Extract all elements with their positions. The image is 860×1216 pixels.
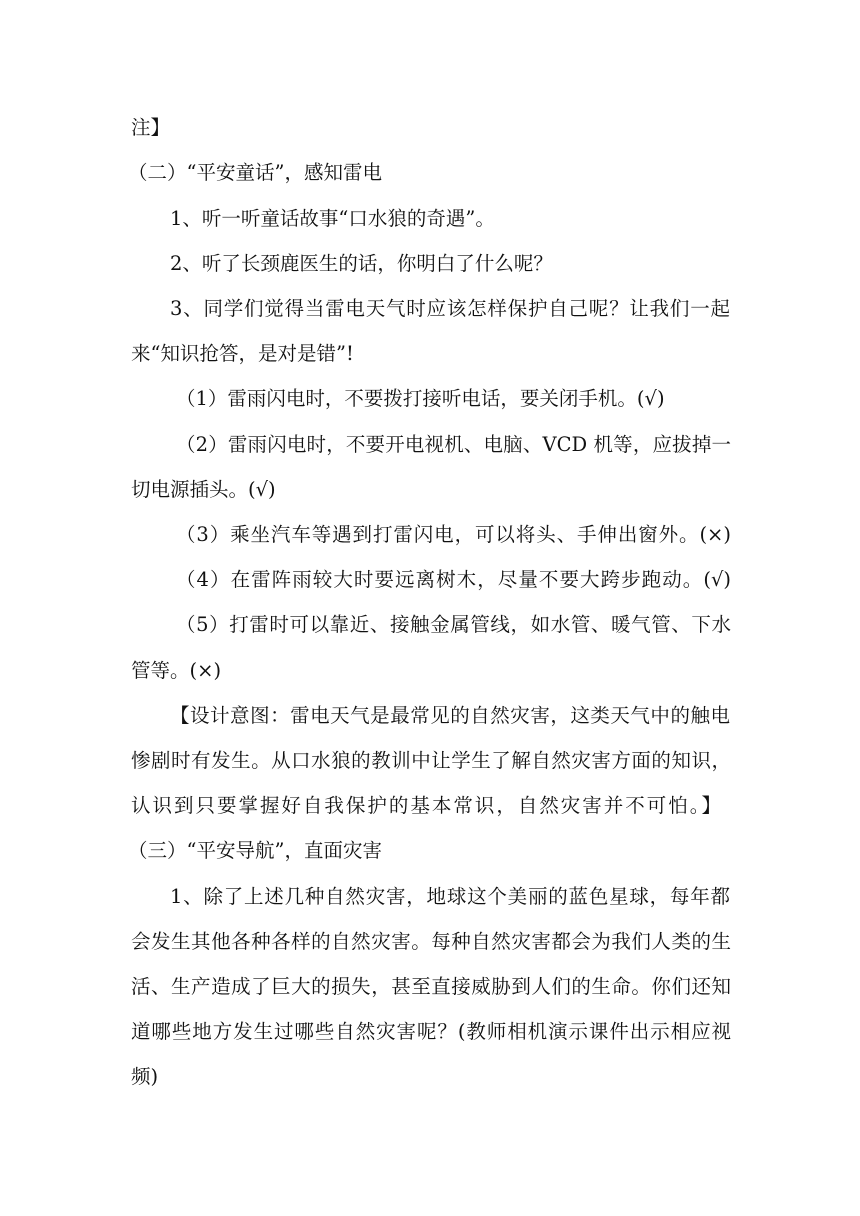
quiz-item-3: （3）乘坐汽车等遇到打雷闪电，可以将头、手伸出窗外。(×) bbox=[176, 523, 731, 546]
text-line-item-1: 1、听一听童话故事“口水狼的奇遇”。 bbox=[170, 207, 495, 230]
text-line-item-3: 3、同学们觉得当雷电天气时应该怎样保护自己呢？让我们一起 bbox=[170, 297, 730, 320]
quiz-item-2: （2）雷雨闪电时，不要开电视机、电脑、VCD 机等，应拔掉一 bbox=[176, 433, 731, 456]
design-intent-line-3: 认识到只要掌握好自我保护的基本常识，自然灾害并不可怕。】 bbox=[131, 794, 721, 817]
design-intent-line-2: 惨剧时有发生。从口水狼的教训中让学生了解自然灾害方面的知识， bbox=[131, 749, 731, 772]
quiz-item-2-cont: 切电源插头。(√) bbox=[131, 478, 276, 501]
quiz-item-5: （5）打雷时可以靠近、接触金属管线，如水管、暖气管、下水 bbox=[176, 613, 731, 636]
paragraph-line-2: 会发生其他各种各样的自然灾害。每种自然灾害都会为我们人类的生 bbox=[131, 930, 731, 953]
section-heading-2: （二）“平安童话”，感知雷电 bbox=[128, 161, 382, 184]
text-line-item-3-cont: 来“知识抢答，是对是错”! bbox=[131, 342, 354, 365]
section-heading-3: （三）“平安导航”，直面灾害 bbox=[128, 839, 382, 862]
quiz-item-5-cont: 管等。(×) bbox=[131, 659, 222, 682]
paragraph-line-3: 活、生产造成了巨大的损失，甚至直接威胁到人们的生命。你们还知 bbox=[131, 975, 731, 998]
quiz-item-1: （1）雷雨闪电时，不要拨打接听电话，要关闭手机。(√) bbox=[176, 387, 665, 410]
design-intent-line-1: 【设计意图：雷电天气是最常见的自然灾害，这类天气中的触电 bbox=[170, 704, 730, 727]
quiz-item-4: （4）在雷阵雨较大时要远离树木，尽量不要大跨步跑动。(√) bbox=[176, 568, 731, 591]
paragraph-line-5: 频) bbox=[131, 1065, 159, 1088]
text-line-item-2: 2、听了长颈鹿医生的话，你明白了什么呢？ bbox=[170, 252, 553, 275]
paragraph-line-4: 道哪些地方发生过哪些自然灾害呢？(教师相机演示课件出示相应视 bbox=[131, 1020, 731, 1043]
text-line-note-end: 注】 bbox=[131, 116, 171, 139]
paragraph-line-1: 1、除了上述几种自然灾害，地球这个美丽的蓝色星球，每年都 bbox=[170, 885, 730, 908]
